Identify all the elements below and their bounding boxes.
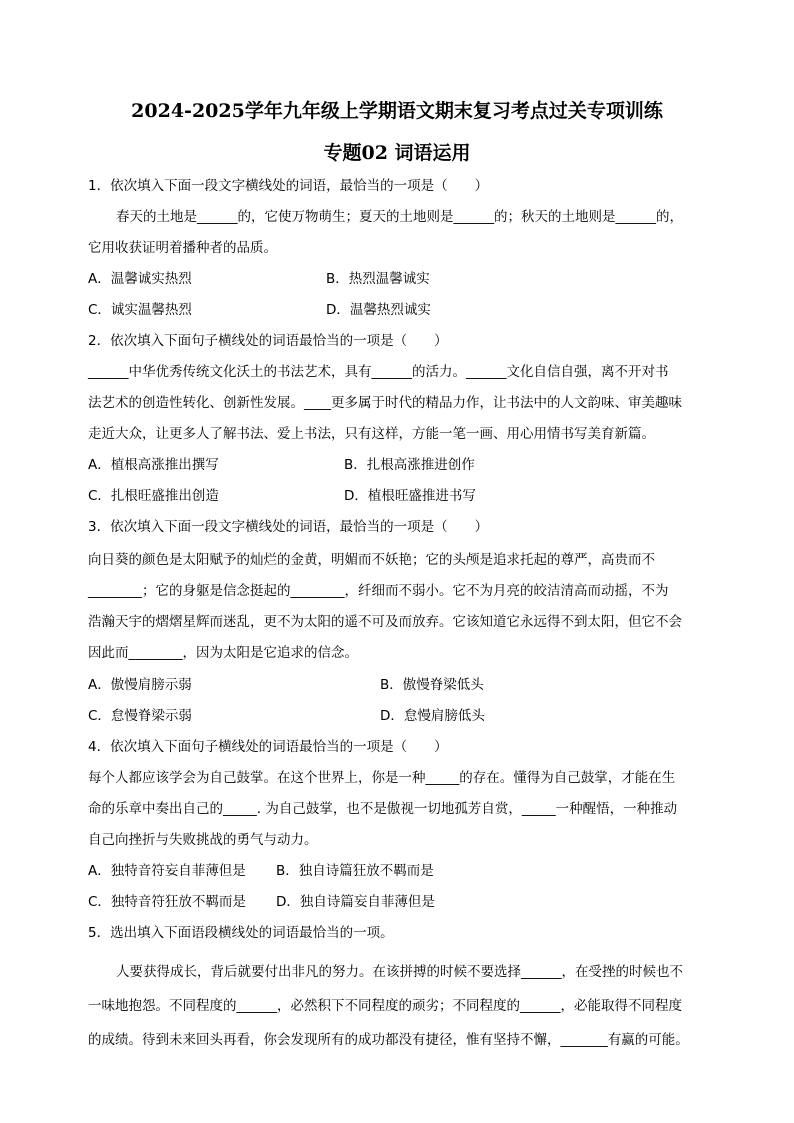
question-4-option-c: C．独特音符狂放不羁而是	[88, 894, 246, 910]
question-3-stem: 3．依次填入下面一段文字横线处的词语，最恰当的一项是（ ）	[88, 519, 489, 535]
question-3-passage-line: 因此而________，因为太阳是它追求的信念。	[88, 645, 358, 661]
question-1-passage-line: 春天的土地是______的，它使万物萌生；夏天的土地则是______的；秋天的土地则是______的，	[116, 209, 683, 225]
document-title: 2024-2025学年九年级上学期语文期末复习考点过关专项训练	[131, 100, 663, 122]
question-4-option-b: B．独自诗篇狂放不羁而是	[276, 863, 434, 879]
question-5-passage-line: 人要获得成长，背后就要付出非凡的努力。在该拼搏的时候不要选择______，在受挫的时候也不	[116, 964, 683, 980]
question-1-stem: 1．依次填入下面一段文字横线处的词语，最恰当的一项是（ ）	[88, 178, 489, 194]
question-2-option-d: D．植根旺盛推进书写	[344, 488, 476, 504]
question-3-passage-line: ________；它的身躯是信念挺起的________，纤细而不弱小。它不为月亮的皎洁清高而动摇，不为	[88, 583, 669, 599]
document-subtitle: 专题02 词语运用	[323, 142, 471, 164]
question-2-passage-line: ______中华优秀传统文化沃土的书法艺术，具有______的活力。______文化自信自强，离不开对书	[88, 364, 669, 380]
question-2-passage-line: 走近大众，让更多人了解书法、爱上书法，只有这样，方能一笔一画、用心用情书写美育新篇。	[88, 426, 655, 442]
question-4-passage-line: 自己向挫折与失败挑战的勇气与动力。	[88, 832, 318, 848]
question-4-passage-line: 命的乐章中奏出自己的_____. 为自己鼓掌，也不是傲视一切地孤芳自赏，_____一种醒悟，一种推动	[88, 801, 678, 817]
question-2-option-a: A．植根高涨推出撰写	[88, 457, 219, 473]
question-2-option-c: C．扎根旺盛推出创造	[88, 488, 219, 504]
question-5-passage-line: 一味地抱怨。不同程度的______，必然积下不同程度的顽劣；不同程度的______，必能取得不同程度	[88, 998, 682, 1014]
question-2-option-b: B．扎根高涨推进创作	[344, 457, 475, 473]
question-5-passage-line: 的成绩。待到未来回头再看，你会发现所有的成功都没有捷径，惟有坚持不懈，_______有赢的可能。	[88, 1032, 689, 1048]
question-3-passage-line: 向日葵的颜色是太阳赋予的灿烂的金黄，明媚而不妖艳；它的头颅是追求托起的尊严，高贵而不	[88, 552, 655, 568]
question-1-passage-line: 它用收获证明着播种者的品质。	[88, 240, 277, 256]
question-5-stem: 5．选出填入下面语段横线处的词语最恰当的一项。	[88, 925, 394, 941]
question-1-option-d: D．温馨热烈诚实	[326, 302, 431, 318]
question-1-option-b: B．热烈温馨诚实	[326, 271, 430, 287]
question-3-passage-line: 浩瀚天宇的熠熠星辉而迷乱，更不为太阳的遥不可及而放弃。它该知道它永远得不到太阳，但它不会	[88, 614, 682, 630]
question-1-option-a: A．温馨诚实热烈	[88, 271, 192, 287]
question-4-passage-line: 每个人都应该学会为自己鼓掌。在这个世界上，你是一种_____的存在。懂得为自己鼓掌，才能在生	[88, 770, 676, 786]
question-3-option-a: A．傲慢肩膀示弱	[88, 677, 192, 693]
question-2-stem: 2．依次填入下面句子横线处的词语最恰当的一项是（ ）	[88, 333, 448, 349]
question-4-option-a: A．独特音符妄自菲薄但是	[88, 863, 246, 879]
question-3-option-d: D．怠慢肩膀低头	[380, 708, 485, 724]
question-4-stem: 4．依次填入下面句子横线处的词语最恰当的一项是（ ）	[88, 739, 448, 755]
question-3-option-b: B．傲慢脊梁低头	[380, 677, 484, 693]
question-1-option-c: C．诚实温馨热烈	[88, 302, 192, 318]
question-3-option-c: C．怠慢脊梁示弱	[88, 708, 192, 724]
question-4-option-d: D．独自诗篇妄自菲薄但是	[276, 894, 435, 910]
question-2-passage-line: 法艺术的创造性转化、创新性发展。____更多属于时代的精品力作，让书法中的人文韵味、审美趣味	[88, 395, 682, 411]
